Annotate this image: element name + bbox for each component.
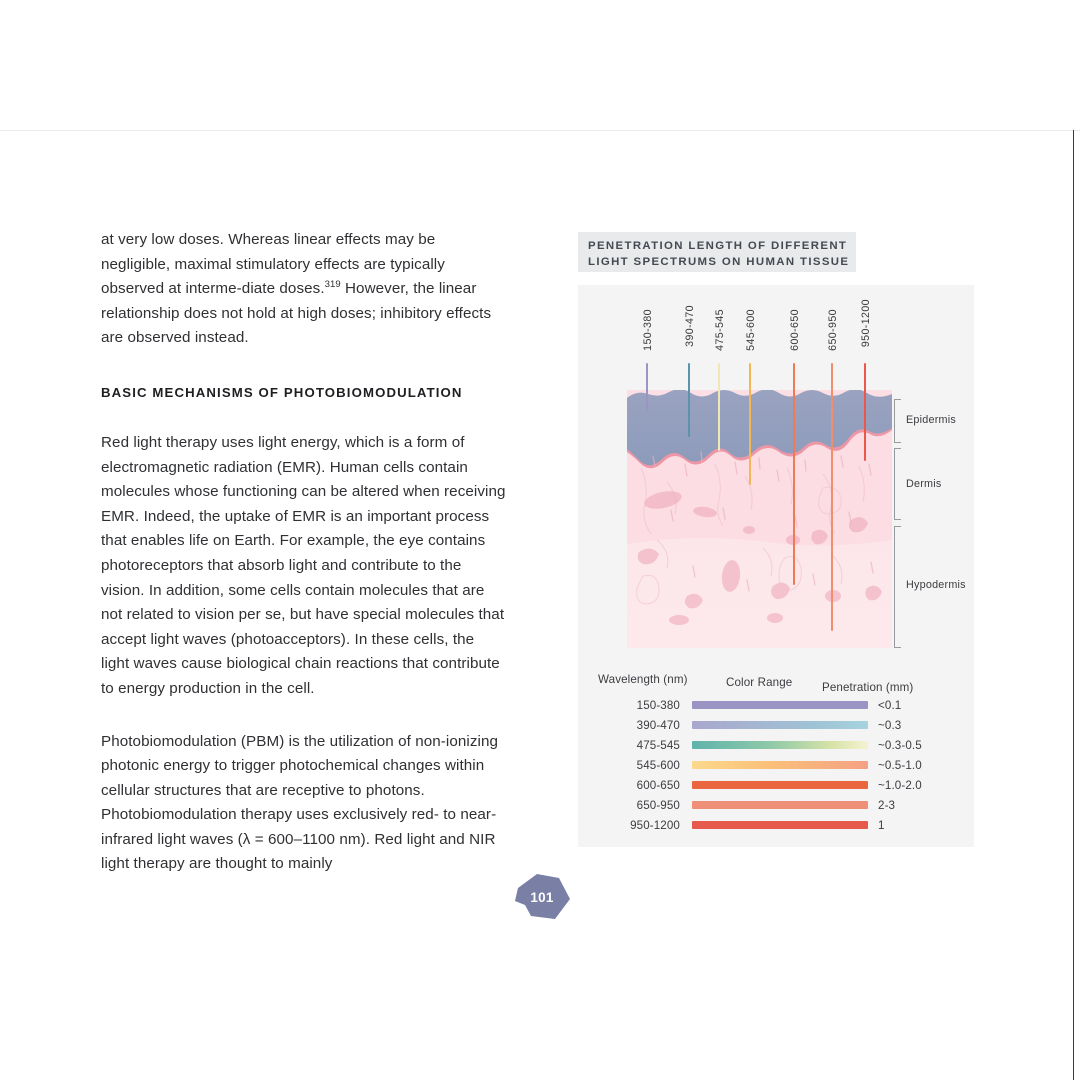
legend-wavelength: 600-650 <box>636 779 680 792</box>
paragraph-1-head: at very low doses. Whereas linear effects may be negligible, maximal stimulatory effects are typically observed at interme-diate doses. <box>101 231 445 298</box>
wavelength-label-950-1200: 950-1200 <box>860 299 872 348</box>
page-top-divider <box>0 130 1080 131</box>
legend-color-bar <box>692 821 868 829</box>
wavelength-label-150-380: 150-380 <box>642 309 654 351</box>
paragraph-2: Red light therapy uses light energy, which is a form of electromagnetic radiation (EMR). Human cells contain molecules whose functioning can be altered when receiving EMR. Indeed, the uptake of EMR is an important process that enables life on Earth. For example, the eye contains photoreceptors that absorb light and contribute to the vision. In addition, some cells contain molecules that are not related to vision per se, but have special molecules that accept light waves (photoacceptors). In these cells, the light waves cause biological chain reactions that contribute to energy production in the cell. <box>101 433 506 697</box>
legend-wavelength: 950-1200 <box>630 819 680 832</box>
skin-cross-section-illustration <box>627 390 892 648</box>
legend-header-row <box>598 673 958 697</box>
legend-color-bar <box>692 781 868 789</box>
legend-color-bar <box>692 701 868 709</box>
footnote-marker: 319 <box>324 279 341 291</box>
legend-row <box>598 777 958 797</box>
wavelength-label-650-950: 650-950 <box>827 309 839 351</box>
legend-wavelength: 475-545 <box>636 739 680 752</box>
page-number-badge <box>515 872 573 922</box>
legend-color-bar <box>692 801 868 809</box>
paragraph-3: Photobiomodulation (PBM) is the utilization of non-ionizing photonic energy to trigger photochemical changes within cellular structures that are receptive to photons. Photobiomodulation therapy uses exclusively red- to near-infrared light waves (λ = 600–1100 nm). Red light and NIR light therapy are thought to mainly <box>101 732 499 873</box>
paragraph-1-tail: However, the linear relationship does not hold at high doses; inhibitory effects are observed instead. <box>101 280 492 347</box>
hypodermis-bracket <box>894 526 901 648</box>
figure-panel <box>578 285 974 847</box>
legend-table <box>598 673 958 837</box>
legend-wavelength: 545-600 <box>636 759 680 772</box>
legend-penetration: ~0.3-0.5 <box>878 739 922 752</box>
ray-line-150-380 <box>646 363 648 411</box>
paragraph-1 <box>101 228 506 351</box>
legend-header-penetration: Penetration (mm) <box>822 681 914 694</box>
wavelength-label-545-600: 545-600 <box>745 309 757 351</box>
legend-penetration: ~0.3 <box>878 719 902 732</box>
figure-caption-line-1: PENETRATION LENGTH OF DIFFERENT <box>588 240 848 252</box>
ray-line-650-950 <box>831 363 833 631</box>
figure-caption-line-2: LIGHT SPECTRUMS ON HUMAN TISSUE <box>588 256 850 268</box>
body-text-column <box>101 228 506 877</box>
legend-color-bar <box>692 721 868 729</box>
wavelength-label-390-470: 390-470 <box>684 305 696 347</box>
legend-penetration: <0.1 <box>878 699 902 712</box>
epidermis-label: Epidermis <box>906 414 956 426</box>
legend-penetration: ~1.0-2.0 <box>878 779 922 792</box>
dermis-label: Dermis <box>906 478 942 490</box>
ray-line-950-1200 <box>864 363 866 461</box>
legend-wavelength: 390-470 <box>636 719 680 732</box>
legend-row <box>598 717 958 737</box>
legend-wavelength: 150-380 <box>636 699 680 712</box>
ray-line-600-650 <box>793 363 795 585</box>
page-number: 101 <box>530 889 554 905</box>
legend-row <box>598 737 958 757</box>
legend-color-bar <box>692 761 868 769</box>
legend-row <box>598 797 958 817</box>
epidermis-bracket <box>894 399 901 443</box>
figure-caption-banner <box>578 232 856 272</box>
legend-row <box>598 697 958 717</box>
legend-header-wavelength: Wavelength (nm) <box>598 673 688 686</box>
page-right-edge-rule <box>1073 130 1075 1080</box>
legend-row <box>598 817 958 837</box>
legend-row <box>598 757 958 777</box>
legend-penetration: ~0.5-1.0 <box>878 759 922 772</box>
skin-svg <box>627 390 892 648</box>
legend-penetration: 1 <box>878 819 885 832</box>
wavelength-label-475-545: 475-545 <box>714 309 726 351</box>
hypodermis-label: Hypodermis <box>906 579 966 591</box>
legend-header-color-range: Color Range <box>726 676 793 689</box>
legend-color-bar <box>692 741 868 749</box>
dermis-bracket <box>894 448 901 520</box>
wavelength-label-600-650: 600-650 <box>789 309 801 351</box>
legend-penetration: 2-3 <box>878 799 896 812</box>
ray-line-390-470 <box>688 363 690 437</box>
legend-wavelength: 650-950 <box>636 799 680 812</box>
ray-line-545-600 <box>749 363 751 485</box>
ray-line-475-545 <box>718 363 720 451</box>
section-heading: BASIC MECHANISMS OF PHOTOBIOMODULATION <box>101 384 463 400</box>
